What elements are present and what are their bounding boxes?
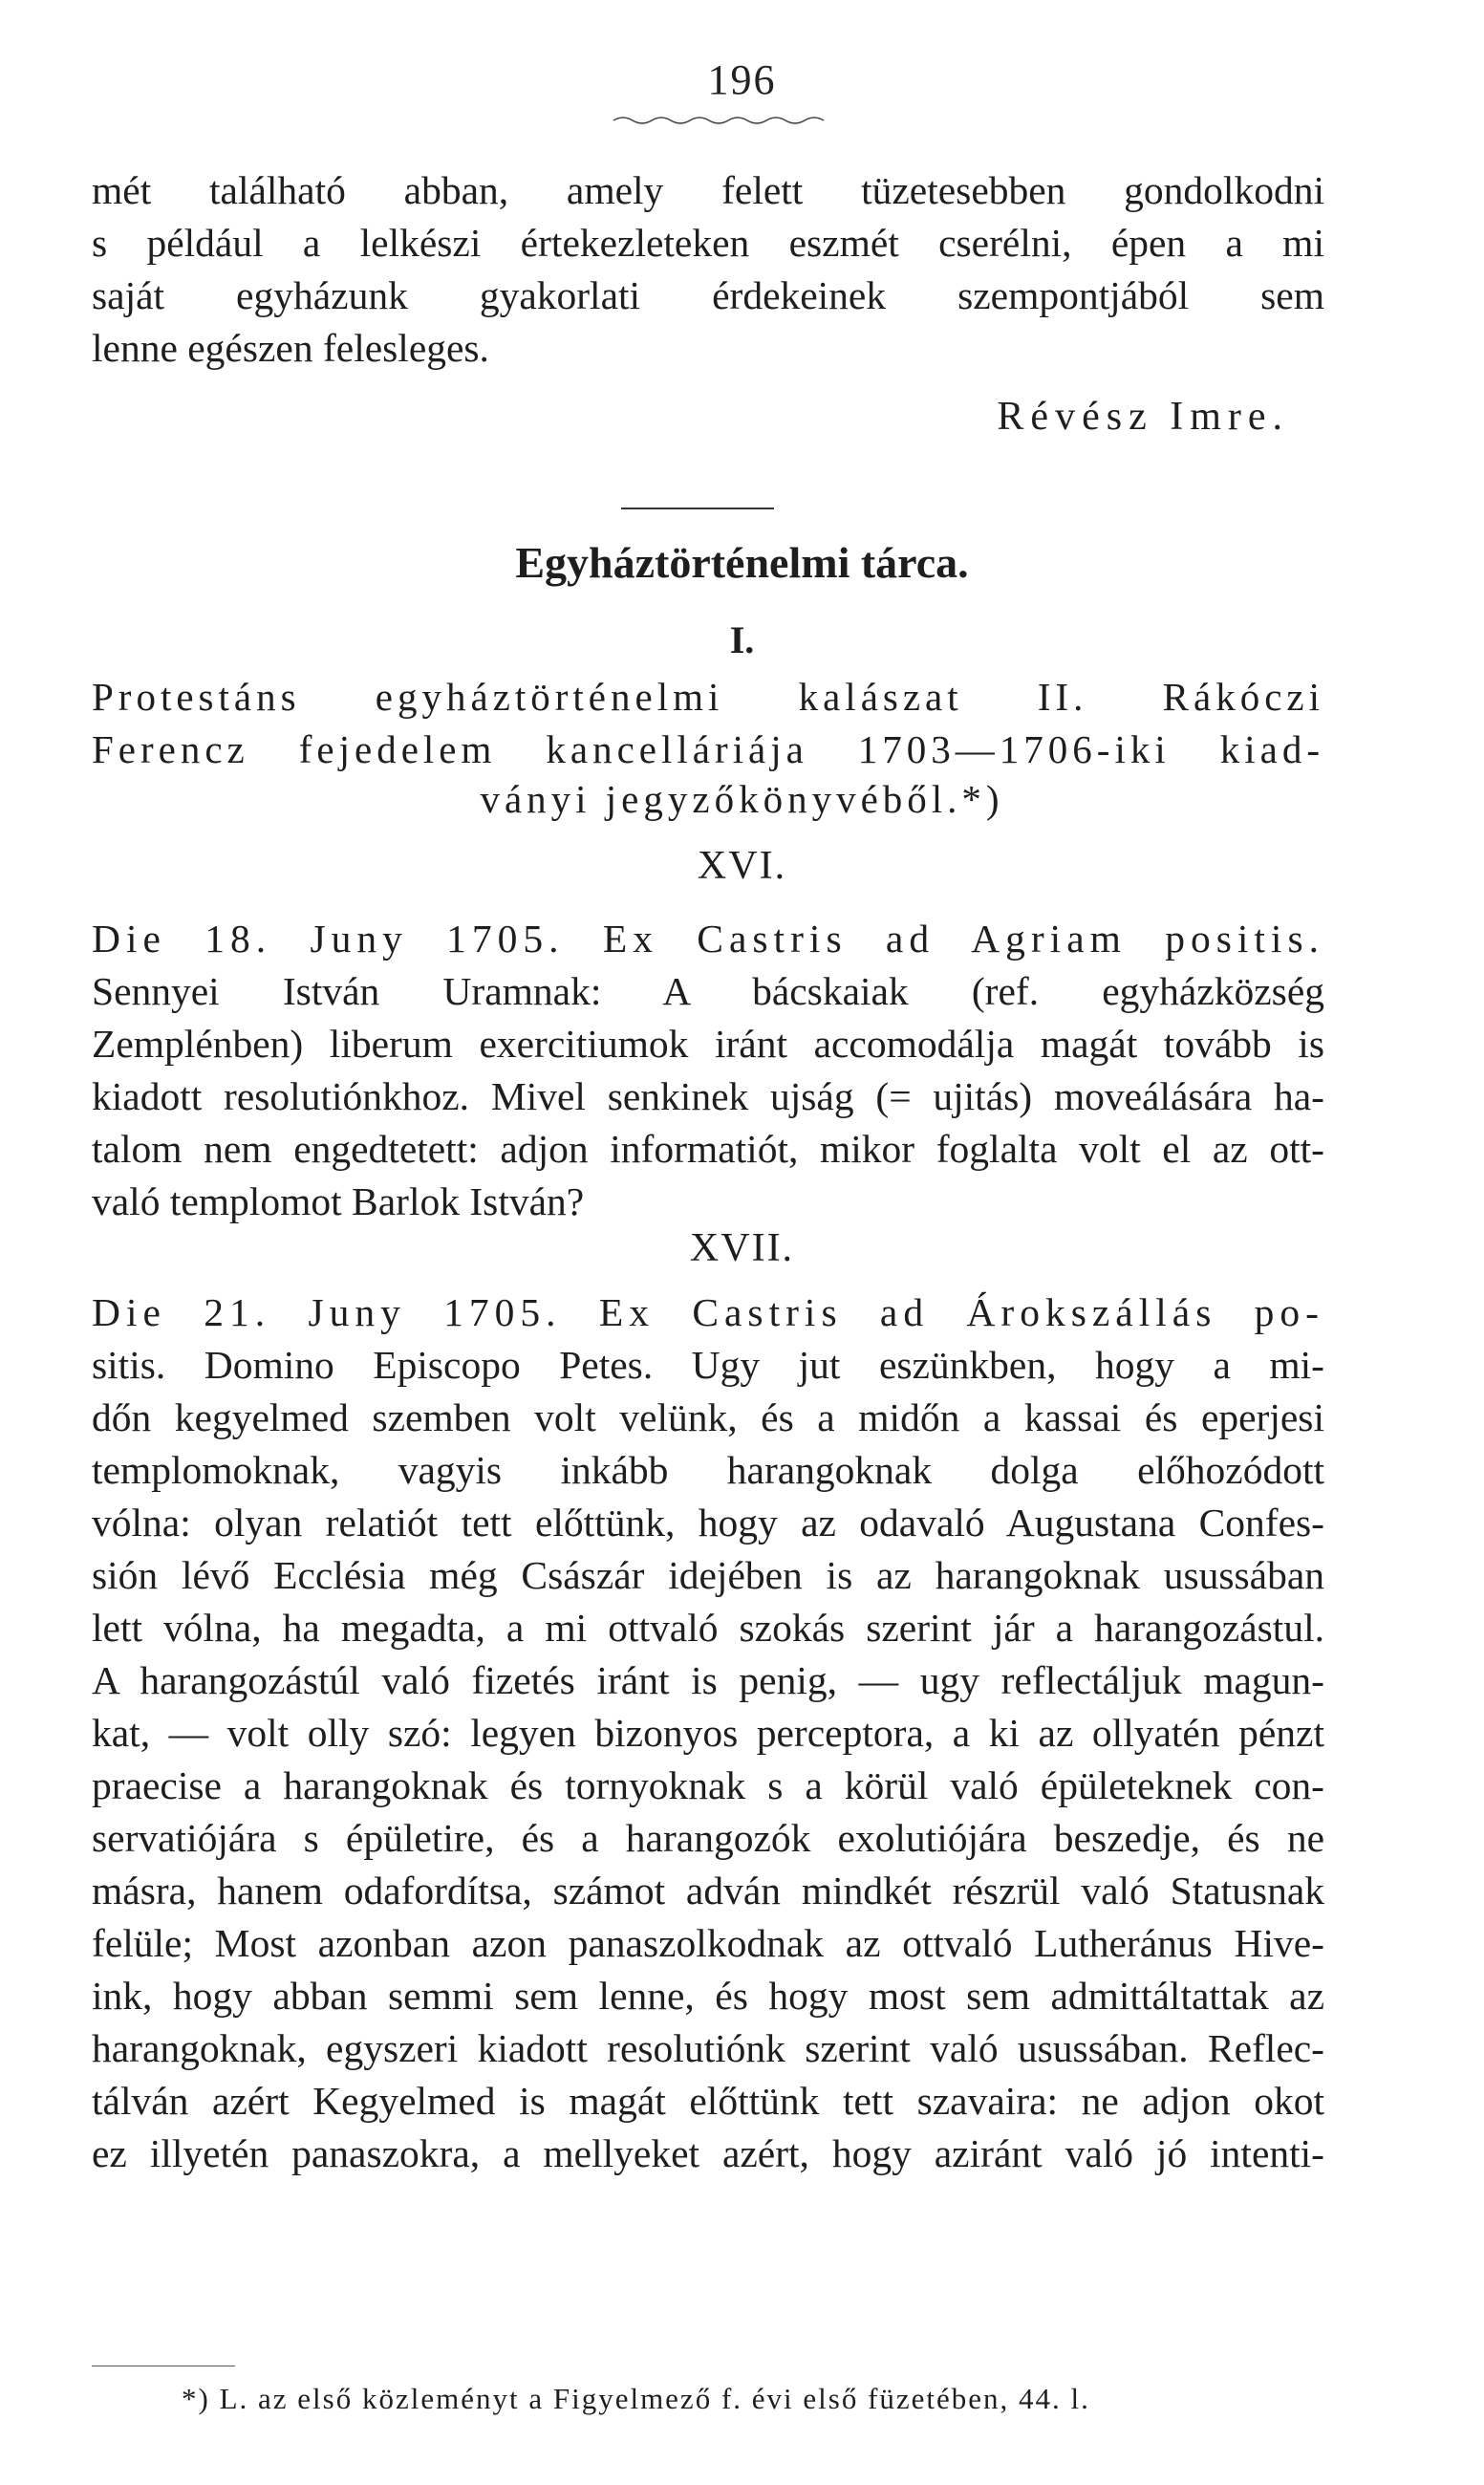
text-line: praecise a harangoknak és tornyoknak s a körül való épületeknek con- <box>92 1763 1324 1807</box>
text-line: sión lévő Ecclésia még Császár idejében is az harangoknak usussában <box>92 1553 1324 1597</box>
text-line: lett vólna, ha megadta, a mi ottvaló szokás szerint jár a harangozástul. <box>92 1606 1324 1650</box>
text-line: Die 18. Juny 1705. Ex Castris ad Agriam positis. <box>92 917 1324 961</box>
intro-paragraph <box>92 164 1324 375</box>
section-title: Egyháztörténelmi tárca. <box>515 538 969 587</box>
text-line: saját egyházunk gyakorlati érdekeinek szempontjából sem <box>92 273 1324 317</box>
text-line: A harangozástúl való fizetés iránt is penig, — ugy reflectáljuk magun- <box>92 1658 1324 1702</box>
text-line: kat, — volt olly szó: legyen bizonyos perceptora, a ki az ollyatén pénzt <box>92 1711 1324 1755</box>
heading-line: Protestáns egyháztörténelmi kalászat II. Rákóczi <box>92 675 1324 719</box>
text-line: Die 21. Juny 1705. Ex Castris ad Árokszállás po- <box>92 1290 1324 1334</box>
text-line: vólna: olyan relatiót tett előttünk, hogy az odavaló Augustana Confes- <box>92 1501 1324 1545</box>
text-line: dőn kegyelmed szemben volt velünk, és a midőn a kassai és eperjesi <box>92 1395 1324 1439</box>
text-line: s például a lelkészi értekezleteken eszmét cserélni, épen a mi <box>92 221 1324 265</box>
section-number: I. <box>729 618 755 661</box>
heading-line: Ferencz fejedelem kancelláriája 1703—1706-iki kiad- <box>92 727 1324 771</box>
text-line: lenne egészen felesleges. <box>92 326 489 370</box>
text-line: kiadott resolutiónkhoz. Mivel senkinek ujság (= ujitás) moveálására ha- <box>92 1074 1324 1118</box>
text-line: Zemplénben) liberum exercitiumok iránt accomodálja magát tovább is <box>92 1022 1324 1066</box>
text-line: sitis. Domino Episcopo Petes. Ugy jut eszünkben, hogy a mi- <box>92 1343 1324 1387</box>
entry-numeral-xvii: XVII. <box>689 1226 795 1270</box>
section-divider <box>621 508 774 509</box>
text-line: Sennyei István Uramnak: A bácskaiak (ref. egyházközség <box>92 969 1324 1013</box>
article-heading <box>92 671 1324 776</box>
page-number: 196 <box>707 56 777 103</box>
text-line: való templomot Barlok István? <box>92 1179 585 1223</box>
entry-xvii-text <box>92 1286 1324 2180</box>
text-line: talom nem engedtetett: adjon informatiót, mikor foglalta volt el az ott- <box>92 1127 1324 1171</box>
text-line: ez illyetén panaszokra, a mellyeket azért, hogy aziránt való jó intenti- <box>92 2131 1324 2175</box>
text-line: templomoknak, vagyis inkább harangoknak dolga előhozódott <box>92 1448 1324 1492</box>
text-line: mét található abban, amely felett tüzetesebben gondolkodni <box>92 168 1324 212</box>
text-line: felüle; Most azonban azon panaszolkodnak az ottvaló Lutheránus Hive- <box>92 1921 1324 1965</box>
heading-line: ványi jegyzőkönyvéből.*) <box>480 777 1004 821</box>
footnote: *) L. az első közleményt a Figyelmező f. évi első füzetében, 44. l. <box>182 2382 1090 2415</box>
entry-numeral-xvi: XVI. <box>697 844 787 888</box>
entry-xvi-text <box>92 913 1324 1228</box>
text-line: harangoknak, egyszeri kiadott resolutiónk szerint való usussában. Reflec- <box>92 2026 1324 2070</box>
author-signature: Révész Imre. <box>997 395 1289 439</box>
text-line: tálván azért Kegyelmed is magát előttünk tett szavaira: ne adjon okot <box>92 2079 1324 2123</box>
header-ornament <box>612 113 831 128</box>
text-line: servatiójára s épületire, és a harangozók exolutiójára beszedje, és ne <box>92 1816 1324 1860</box>
text-line: másra, hanem odafordítsa, számot adván mindkét részrül való Statusnak <box>92 1869 1324 1912</box>
text-line: ink, hogy abban semmi sem lenne, és hogy most sem admittáltattak az <box>92 1974 1324 2018</box>
